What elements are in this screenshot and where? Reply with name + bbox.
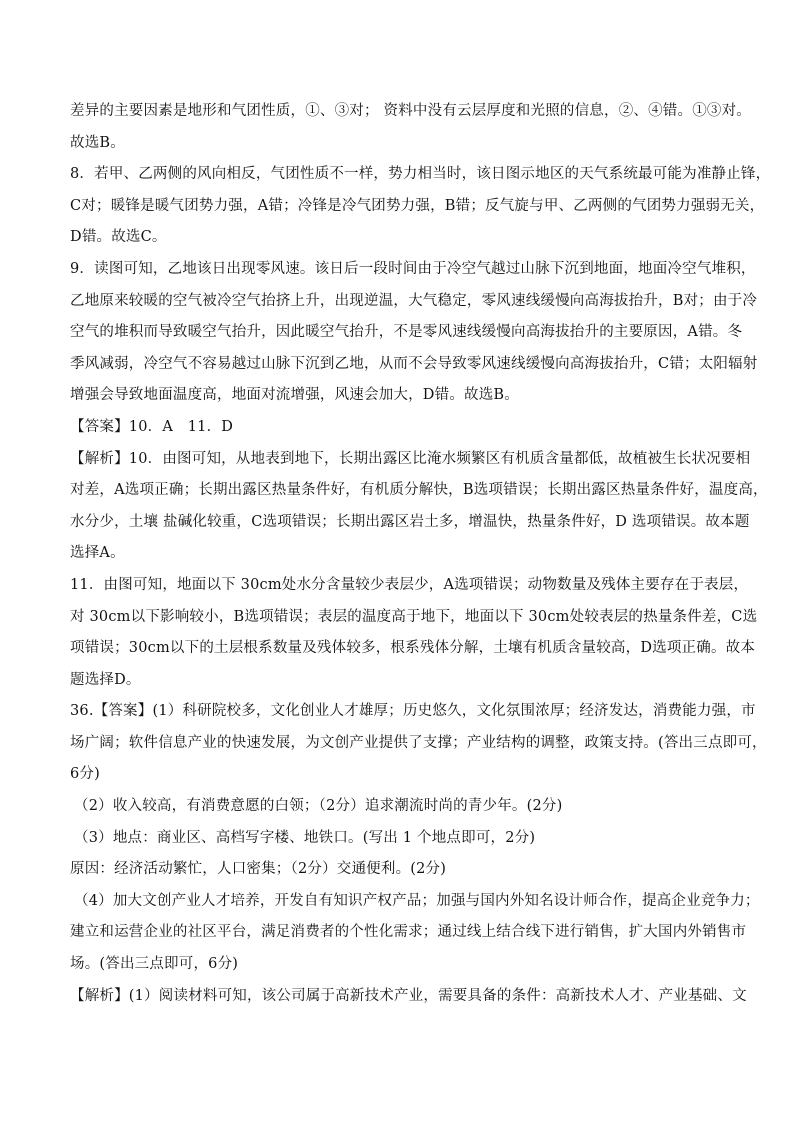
text-line: （3）地点：商业区、高档写字楼、地铁口。(写出 1 个地点即可，2分)	[74, 829, 536, 846]
text-line: 差异的主要因素是地形和气团性质，①、③对； 资料中没有云层厚度和光照的信息，②、④错。①③对。	[70, 103, 752, 119]
answer-line: 36.【答案】(1）科研院校多，文化创业人才雄厚；历史悠久，文化氛围浓厚；经济发达，消费能力强，市	[70, 703, 756, 720]
text-line: 8．若甲、乙两侧的风向相反，气团性质不一样，势力相当时，该日图示地区的天气系统最可能为准静止锋，	[70, 166, 771, 183]
text-line: 项错误；30cm以下的土层根系数量及残体较多，根系残体分解，土壤有机质含量较高，D选项正确。故本	[70, 640, 756, 657]
analysis-line: 【解析】(1）阅读材料可知，该公司属于高新技术产业，需要具备的条件：高新技术人才、产业基础、文	[70, 987, 747, 1004]
text-line: 对差，A选项正确；长期出露区热量条件好，有机质分解快，B选项错误；长期出露区热量条件好，温度高，	[70, 482, 768, 499]
text-line: 乙地原来较暖的空气被冷空气抬挤上升，出现逆温，大气稳定，零风速线缓慢向高海拔抬升，B对；由于冷	[70, 292, 758, 309]
text-line: D错。故选C。	[70, 229, 167, 246]
text-line: 11．由图可知，地面以下 30cm处水分含量较少表层少，A选项错误；动物数量及残体主要存在于表层，	[70, 576, 749, 593]
text-line: C对；暖锋是暖气团势力强，A错；冷锋是冷气团势力强，B错；反气旋与甲、乙两侧的气团势力强弱无关，	[70, 197, 765, 214]
document-body	[70, 96, 771, 1012]
text-line: 对 30cm以下影响较小，B选项错误；表层的温度高于地下，地面以下 30cm处较表层的热量条件差，C选	[70, 608, 758, 625]
answer-line: 【答案】10．A 11．D	[70, 418, 234, 435]
text-line: 水分少，土壤 盐碱化较重，C选项错误；长期出露区岩土多，增温快，热量条件好，D 选项错误。故本题	[70, 513, 750, 530]
text-line: 季风减弱，冷空气不容易越过山脉下沉到乙地，从而不会导致零风速线缓慢向高海拔抬升，C错；太阳辐射	[70, 355, 758, 372]
text-line: （2）收入较高，有消费意愿的白领；（2分）追求潮流时尚的青少年。(2分)	[74, 798, 563, 815]
text-line: 增强会导致地面温度高，地面对流增强，风速会加大，D错。故选B。	[70, 387, 519, 404]
text-line: 场广阔；软件信息产业的快速发展，为文创产业提供了支撑；产业结构的调整，政策支持。(答出三点即可，	[70, 734, 767, 751]
text-line: 题选择D。	[70, 671, 141, 688]
text-line: 6分)	[70, 766, 100, 783]
text-line: 原因：经济活动繁忙，人口密集；（2分）交通便利。(2分)	[70, 861, 447, 878]
text-line: （4）加大文创产业人才培养，开发自有知识产权产品；加强与国内外知名设计师合作，提高企业竞争力；	[74, 892, 760, 909]
text-line: 选择A。	[70, 545, 125, 562]
text-line: 故选B。	[70, 134, 125, 151]
text-line: 9．读图可知，乙地该日出现零风速。该日后一段时间由于冷空气越过山脉下沉到地面，地面冷空气堆积，	[70, 260, 756, 277]
analysis-line: 【解析】10．由图可知，从地表到地下，长期出露区比淹水频繁区有机质含量都低，故植被生长状况要相	[70, 450, 751, 467]
text-line: 场。(答出三点即可，6分)	[70, 956, 239, 973]
text-line: 建立和运营企业的社区平台，满足消费者的个性化需求；通过线上结合线下进行销售，扩大国内外销售市	[70, 924, 747, 941]
text-line: 空气的堆积而导致暖空气抬升，因此暖空气抬升，不是零风速线缓慢向高海拔抬升的主要原因，A错。冬	[70, 324, 743, 341]
